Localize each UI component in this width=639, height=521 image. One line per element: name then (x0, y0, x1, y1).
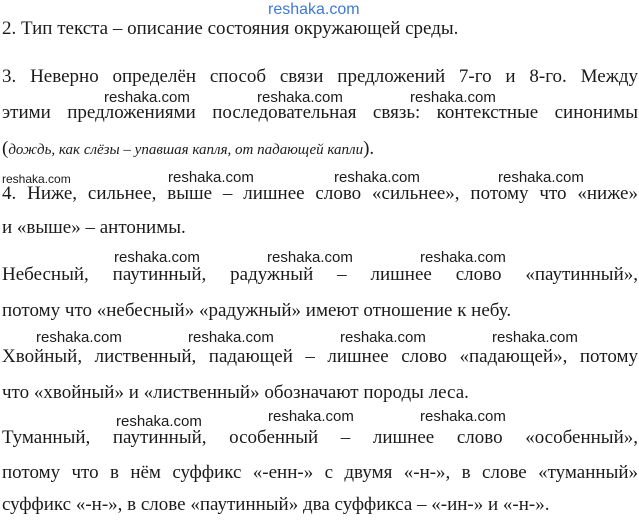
watermark: reshaka.com (104, 89, 190, 106)
watermark: reshaka.com (168, 169, 254, 186)
close-paren: ). (363, 138, 375, 159)
watermark: reshaka.com (410, 89, 496, 106)
answer-4-line-2: и «выше» – антонимы. (2, 217, 186, 238)
answer-7-line-1: Туманный, паутинный, особенный – лишнее слово «особенный», (2, 427, 638, 448)
answer-5-line-2: потому что «небесный» «радужный» имеют отношение к небу. (2, 300, 512, 321)
answer-7-line-2: потому что в нём суффикс «-енн-» с двумя «-н-», в слове «туманный» (2, 462, 638, 483)
answer-3-line-1: 3. Неверно определён способ связи предложений 7-го и 8-го. Между (2, 66, 638, 87)
open-paren: ( (2, 138, 9, 159)
answer-5-line-1: Небесный, паутинный, радужный – лишнее слово «паутинный», (2, 264, 638, 285)
watermark-top: reshaka.com (268, 1, 360, 18)
answer-3-line-2: этими предложениями последовательная связь: контекстные синонимы (2, 102, 638, 123)
watermark: reshaka.com (267, 249, 353, 266)
watermark: reshaka.com (420, 249, 506, 266)
watermark: reshaka.com (492, 329, 578, 346)
watermark: reshaka.com (114, 249, 200, 266)
answer-4-line-1: 4. Ниже, сильнее, выше – лишнее слово «сильнее», потому что «ниже» (2, 183, 638, 204)
watermark: reshaka.com (116, 413, 202, 430)
answer-6-line-1: Хвойный, лиственный, падающей – лишнее слово «падающей», потому (2, 346, 638, 367)
watermark: reshaka.com (420, 408, 506, 425)
watermark: reshaka.com (2, 172, 71, 186)
watermark: reshaka.com (334, 169, 420, 186)
answer-6-line-2: что «хвойный» и «лиственный» обозначают породы леса. (2, 382, 469, 403)
synonyms-italic: дождь, как слёзы – упавшая капля, от падающей капли (8, 142, 364, 158)
answer-3-line-3 (2, 138, 374, 161)
watermark: reshaka.com (36, 329, 122, 346)
answer-2-line-1: 2. Тип текста – описание состояния окружающей среды. (2, 18, 459, 39)
watermark: reshaka.com (257, 89, 343, 106)
watermark: reshaka.com (340, 329, 426, 346)
watermark: reshaka.com (188, 329, 274, 346)
answer-7-line-3: суффикс «-н-», в слове «паутинный» два суффикса – «-ин-» и «-н-». (2, 494, 550, 515)
watermark: reshaka.com (268, 408, 354, 425)
watermark: reshaka.com (498, 169, 584, 186)
